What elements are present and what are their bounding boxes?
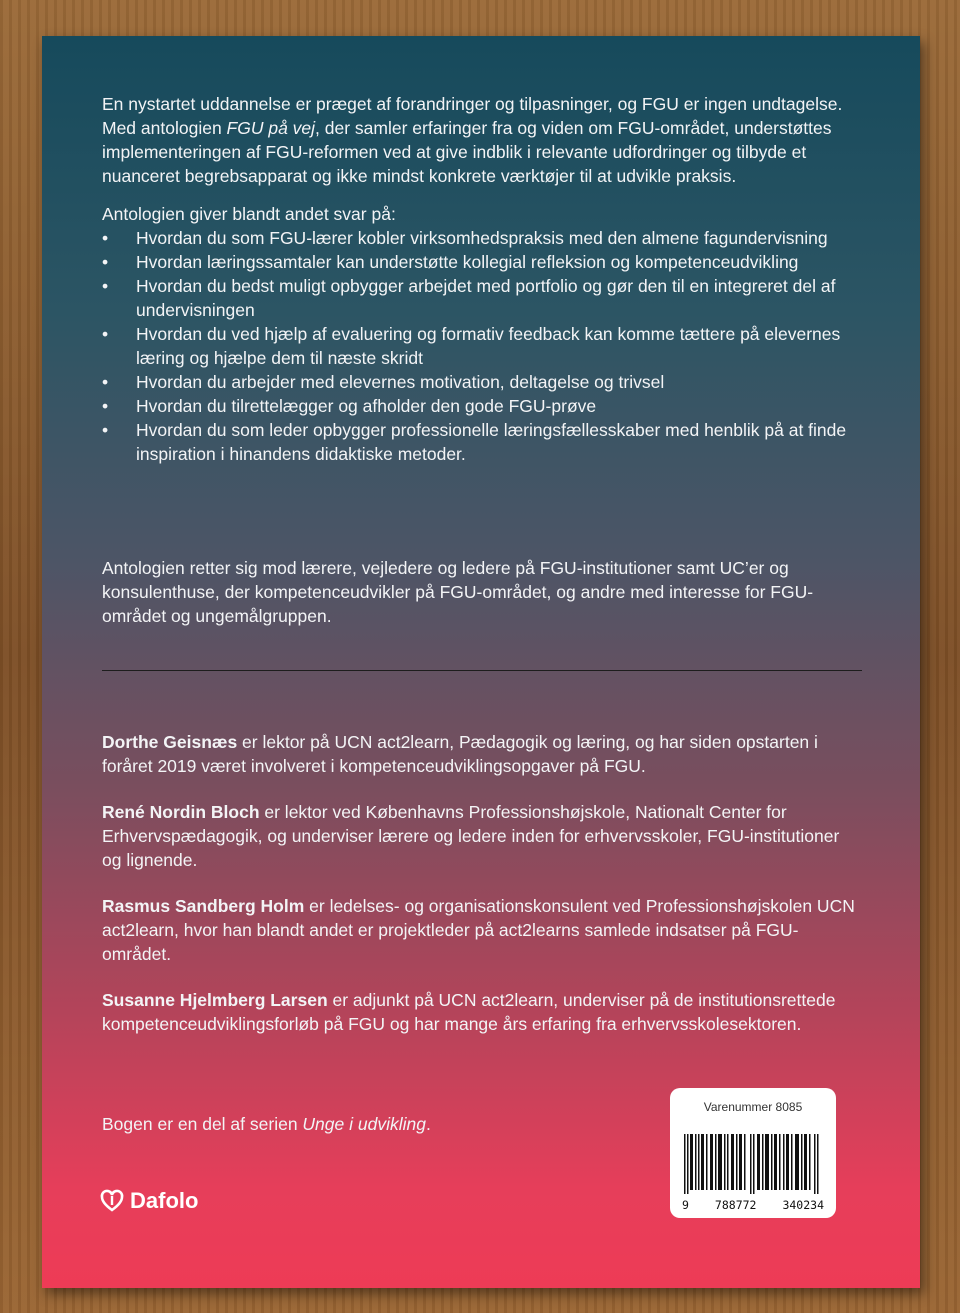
author-bio-text: er adjunkt på UCN act2learn, underviser på de institutionsrettede kompetenceudviklingsforløb på FGU og har mange års erfaring fra erhvervsskolesektoren. xyxy=(102,990,836,1034)
series-prefix: Bogen er en del af serien xyxy=(102,1114,303,1134)
authors-section xyxy=(102,730,862,1058)
isbn-group-1: 788772 xyxy=(714,1198,757,1212)
series-suffix: . xyxy=(425,1114,431,1134)
intro-section xyxy=(102,92,862,466)
list-item: • Hvordan du som FGU-lærer kobler virksomhedspraksis med den almene fagundervisning xyxy=(102,226,862,250)
questions-list xyxy=(102,226,862,466)
publisher-logo xyxy=(100,1188,198,1214)
author-name: René Nordin Bloch xyxy=(102,802,260,822)
barcode-label xyxy=(670,1088,836,1218)
list-item: • Hvordan du arbejder med elevernes motivation, deltagelse og trivsel xyxy=(102,370,862,394)
author-bio xyxy=(102,894,862,966)
isbn-prefix: 9 xyxy=(682,1198,689,1212)
questions-lead: Antologien giver blandt andet svar på: xyxy=(102,204,396,224)
author-bio xyxy=(102,730,862,778)
author-bio-text: er lektor på UCN act2learn, Pædagogik og læring, og har siden opstarten i foråret 2019 været involveret i kompetenceudviklingsopgaver på FGU. xyxy=(102,732,818,776)
book-back-cover xyxy=(42,36,920,1288)
item-number: Varenummer 8085 xyxy=(703,1100,803,1114)
intro-text-start: En nystartet uddannelse er præget af forandringer og tilpasninger, og FGU er ingen undtagelse. Med antologien xyxy=(102,94,843,138)
series-name: Unge i udvikling xyxy=(302,1114,426,1134)
isbn-group-2: 340234 xyxy=(782,1198,824,1212)
list-item: • Hvordan læringssamtaler kan understøtte kollegial refleksion og kompetenceudvikling xyxy=(102,250,862,274)
author-bio-text: er ledelses- og organisationskonsulent ved Professionshøjskolen UCN act2learn, hvor han blandt andet er projektleder på act2learns samlede indsatser på FGU-området. xyxy=(102,896,855,964)
isbn-number xyxy=(682,1198,824,1212)
intro-paragraph xyxy=(102,92,862,188)
list-item: • Hvordan du ved hjælp af evaluering og formativ feedback kan komme tættere på elevernes læring og hjælpe dem til næste skridt xyxy=(102,322,862,370)
book-title-inline: FGU på vej xyxy=(226,118,316,138)
list-item: • Hvordan du som leder opbygger professionelle læringsfællesskaber med henblik på at finde inspiration i hinandens didaktiske metoder. xyxy=(102,418,862,466)
list-item: • Hvordan du bedst muligt opbygger arbejdet med portfolio og gør den til en integreret del af undervisningen xyxy=(102,274,862,322)
publisher-name: Dafolo xyxy=(130,1188,199,1213)
divider xyxy=(102,670,862,671)
intro-text-end: , der samler erfaringer fra og viden om FGU-området, understøttes implementeringen af FGU-reformen ved at give indblik i relevante udfordringer og tilbyde et nuanceret begrebsapparat og ikke mindst konkrete værktøjer til at udvikle praksis. xyxy=(102,118,832,186)
author-bio xyxy=(102,988,862,1036)
list-item: • Hvordan du tilrettelægger og afholder den gode FGU-prøve xyxy=(102,394,862,418)
author-bio-text: er lektor ved Københavns Professionshøjskole, Nationalt Center for Erhvervspædagogik, og underviser lærere og ledere inden for erhvervsskoler, FGU-institutioner og lignende. xyxy=(102,802,840,870)
author-name: Dorthe Geisnæs xyxy=(102,732,238,752)
author-bio xyxy=(102,800,862,872)
dafolo-logo-icon xyxy=(100,1189,124,1213)
author-name: Susanne Hjelmberg Larsen xyxy=(102,990,328,1010)
audience-paragraph: Antologien retter sig mod lærere, vejledere og ledere på FGU-institutioner samt UC’er og konsulenthuse, der kompetenceudvikler på FGU-området, og andre med interesse for FGU-området og ungemålgruppen. xyxy=(102,558,814,626)
author-name: Rasmus Sandberg Holm xyxy=(102,896,305,916)
barcode-icon xyxy=(684,1134,822,1194)
